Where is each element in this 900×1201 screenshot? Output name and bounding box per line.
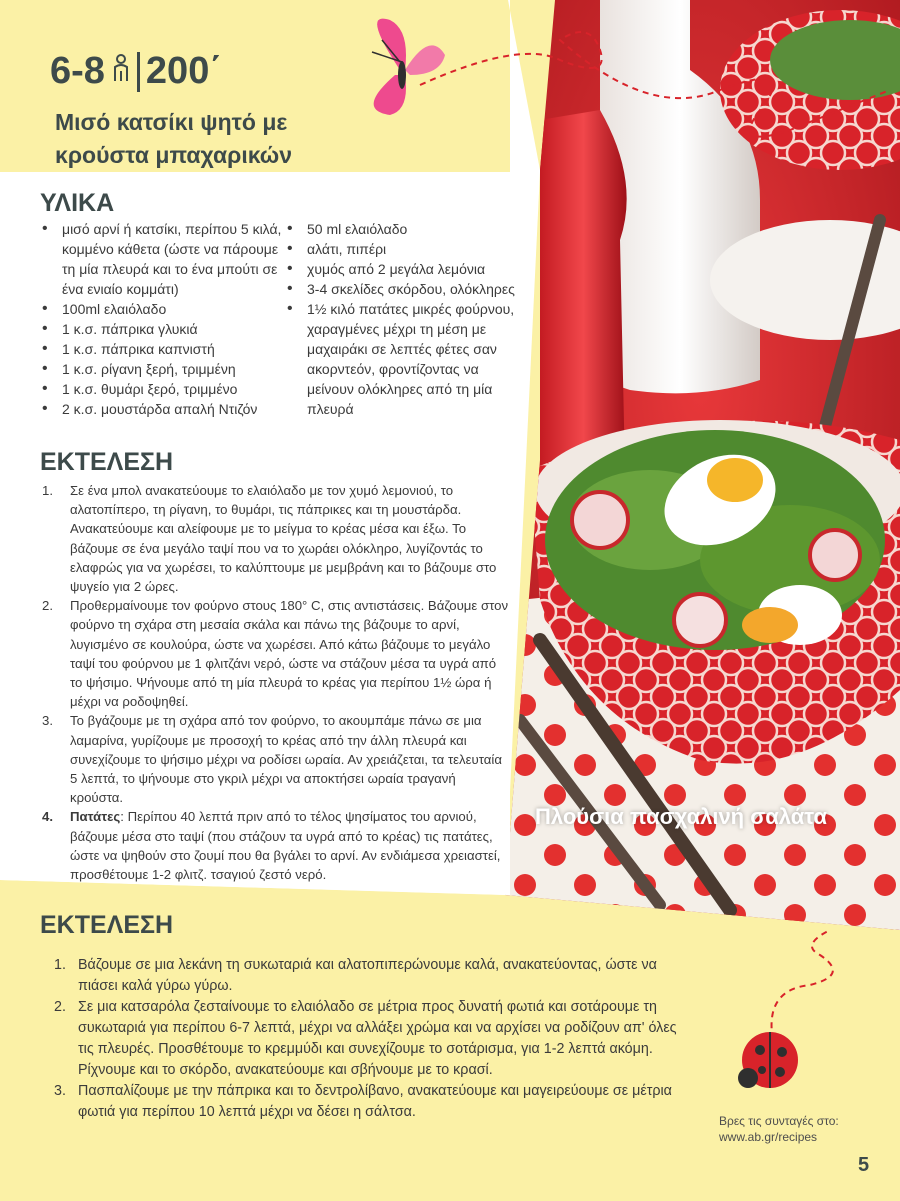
step-number: 4.: [42, 809, 53, 825]
list-item: • 100ml ελαιόλαδο: [40, 299, 285, 319]
step-text: Το βγάζουμε με τη σχάρα από τον φούρνο, το ακουμπάμε πάνω σε μια λαμαρίνα, γυρίζουμε με προσοχή το κρέας από την άλλη πλευρά και συνεχίζουμε το ψήσιμο μέχρι να ροδίσει ωραία. Αν χρειάζεται, τα τελευταία 5 λεπτά, το ψήνουμε στο γκριλ μέχρι να αποκτήσει ωραία τραγανή κρούστα.: [70, 713, 502, 806]
ingredients-list-left: [40, 219, 285, 419]
list-item: • 2 κ.σ. μουστάρδα απαλή Ντιζόν: [40, 399, 285, 419]
step-text: Σε ένα μπολ ανακατεύουμε το ελαιόλαδο με τον χυμό λεμονιού, το αλατοπίπερο, τη ρίγανη, το θυμάρι, τις πάπρικες και τη μουστάρδα. Ανακατεύουμε και αλείφουμε με το μείγμα το κρέας μέσα και έξω. Το βάζουμε σε ένα μεγάλο ταψί που να το χωράει ολόκληρο, λυγίζοντάς το ελαφρώς για να χωρέσει, το καλύπτουμε με μεμβράνη και το βάζουμε στο ψυγείο για 2 ώρες.: [70, 483, 497, 595]
photo-caption: Πλούσια πασχαλινή σαλάτα: [535, 804, 828, 829]
step-text: Βάζουμε σε μια λεκάνη τη συκωταριά και αλατοπιπερώνουμε καλά, ανακατεύοντας, ώστε να πιάσει καλά γύρω γύρω.: [78, 957, 657, 994]
step-text: Πασπαλίζουμε με την πάπρικα και το δεντρολίβανο, ανακατεύουμε και μαγειρεύουμε σε μέτρια φωτιά για περίπου 10 λεπτά μέχρι να δέσει η σάλτσα.: [78, 1083, 672, 1120]
execution-steps-2: [54, 955, 694, 1123]
list-item: • 1½ κιλό πατάτες μικρές φούρνου, χαραγμένες μέχρι τη μέση με μαχαιράκι σε λεπτές φέτες σαν ακορντεόν, φροντίζοντας να μείνουν ολόκληρες από τη μία πλευρά: [285, 299, 515, 419]
ingredients-heading: ΥΛΙΚΑ: [40, 189, 115, 217]
ingredients-list-right: [285, 219, 515, 419]
step-text: Σε μια κατσαρόλα ζεσταίνουμε το ελαιόλαδο σε μέτρια προς δυνατή φωτιά και σοτάρουμε τη συκωταριά για περίπου 6-7 λεπτά, μέχρι να αλλάξει χρώμα και να αρχίσει να ροδίζουν απ' όλες τις πλευρές. Προσθέτουμε το κρεμμύδι και συνεχίζουμε το σοτάρισμα, για 1-2 λεπτά ακόμη. Ρίχνουμε και το σκόρδο, ανακατεύουμε και σβήνουμε με το κρασί.: [78, 999, 677, 1078]
list-item: • 1 κ.σ. θυμάρι ξερό, τριμμένο: [40, 379, 285, 399]
recipe-meta: [50, 50, 222, 93]
step-bold-label: Πατάτες: [70, 809, 121, 825]
meta-separator: [137, 52, 140, 92]
step-item: [40, 807, 510, 884]
step-number: 3.: [42, 713, 53, 729]
list-item: • αλάτι, πιπέρι: [285, 239, 515, 259]
step-item: [40, 711, 510, 807]
execution-heading-2: ΕΚΤΕΛΕΣΗ: [40, 911, 174, 939]
execution-steps: [40, 481, 510, 884]
step-item: [40, 596, 510, 711]
step-item: [40, 481, 510, 596]
dashed-trail: [420, 32, 890, 137]
butterfly-icon: [372, 19, 445, 115]
list-item: • 1 κ.σ. πάπρικα καπνιστή: [40, 339, 285, 359]
step-number: 1.: [42, 483, 53, 498]
ladybug-trail: [772, 930, 833, 1050]
step-number: 2.: [54, 999, 66, 1015]
step-text: : Περίπου 40 λεπτά πριν από το τέλος ψησίματος του αρνιού, βάζουμε μέσα στο ταψί (που στάζουν τα υγρά από το κρέας) τις πατάτες, ώστε να ψηθούν στο ζουμί που θα βγάλει το αρνί. Αν ενδιάμεσα χρειαστεί, προσθέτουμε 1-2 φλιτζ. τσαγιού ζεστό νερό.: [70, 809, 501, 883]
list-item: • μισό αρνί ή κατσίκι, περίπου 5 κιλά, κομμένο κάθετα (ώστε να πάρουμε τη μία πλευρά και το ένα μπούτι σε ένα ενιαίο κομμάτι): [40, 219, 285, 299]
recipes-url[interactable]: www.ab.gr/recipes: [719, 1130, 818, 1144]
step-text: Προθερμαίνουμε τον φούρνο στους 180° C, στις αντιστάσεις. Βάζουμε στον φούρνο τη σχάρα στη μεσαία σκάλα και πάνω της βάζουμε το αρνί, λυγισμένο σε κουλούρα, ώστε να χωρέσει. Από κάτω βάζουμε το μεγάλο ταψί του φούρνου με 1 φλιτζάνι νερό, ώστε να στάζουν μέσα τα υγρά από το ψήσιμο. Ψήνουμε από τη μία πλευρά το κρέας για περίπου 1½ ώρα ή μέχρι να ροδοψηθεί.: [70, 598, 509, 710]
recipes-link-note: [719, 1113, 839, 1145]
step-number: 3.: [54, 1083, 66, 1099]
person-icon: [111, 50, 131, 93]
cooking-time: 200΄: [145, 50, 222, 92]
recipe-title: Μισό κατσίκι ψητό με κρούστα μπαχαρικών: [55, 109, 293, 168]
recipes-note-text: Βρες τις συνταγές στο:: [719, 1114, 839, 1128]
page-number: 5: [858, 1154, 870, 1176]
step-number: 2.: [42, 598, 53, 614]
list-item: • 3-4 σκελίδες σκόρδου, ολόκληρες: [285, 279, 515, 299]
list-item: • χυμός από 2 μεγάλα λεμόνια: [285, 259, 515, 279]
portions-count: 6-8: [50, 50, 105, 92]
step-number: 1.: [54, 957, 66, 973]
ladybug-icon: [738, 1032, 798, 1088]
list-item: • 50 ml ελαιόλαδο: [285, 219, 515, 239]
step-item: [54, 997, 694, 1081]
list-item: • 1 κ.σ. πάπρικα γλυκιά: [40, 319, 285, 339]
execution-heading: ΕΚΤΕΛΕΣΗ: [40, 448, 174, 476]
step-item: [54, 955, 694, 997]
step-item: [54, 1081, 694, 1123]
list-item: • 1 κ.σ. ρίγανη ξερή, τριμμένη: [40, 359, 285, 379]
